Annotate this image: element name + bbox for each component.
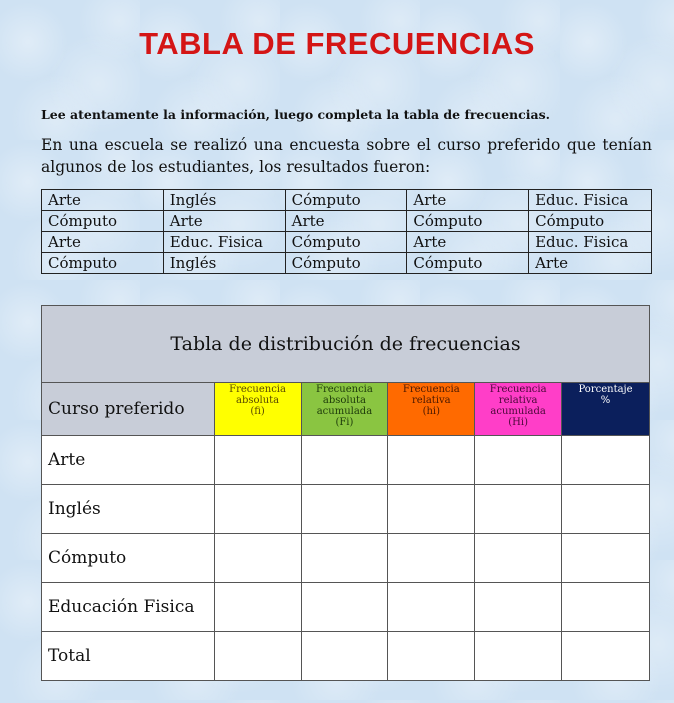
answer-cell[interactable] bbox=[214, 534, 301, 583]
answer-cell[interactable] bbox=[388, 485, 475, 534]
answer-cell[interactable] bbox=[562, 485, 650, 534]
row-label: Educación Fisica bbox=[42, 583, 215, 632]
answer-cell[interactable] bbox=[388, 534, 475, 583]
table-row bbox=[42, 436, 650, 485]
header-column-1 bbox=[214, 383, 301, 436]
answer-cell[interactable] bbox=[562, 534, 650, 583]
header-line: relativa bbox=[411, 395, 451, 406]
header-line: Frecuencia bbox=[316, 384, 373, 395]
header-line: % bbox=[600, 395, 611, 406]
header-line: acumulada bbox=[490, 406, 546, 417]
header-line: (hi) bbox=[422, 406, 441, 417]
survey-cell: Cómputo bbox=[407, 211, 529, 232]
survey-cell: Cómputo bbox=[285, 253, 407, 274]
survey-row bbox=[42, 232, 652, 253]
header-line: (fi) bbox=[250, 406, 265, 417]
answer-cell[interactable] bbox=[214, 436, 301, 485]
answer-cell[interactable] bbox=[301, 534, 388, 583]
header-line: (Fi) bbox=[335, 417, 354, 428]
table-row bbox=[42, 632, 650, 681]
survey-cell: Cómputo bbox=[42, 211, 164, 232]
survey-cell: Educ. Fisica bbox=[163, 232, 285, 253]
answer-cell[interactable] bbox=[475, 436, 562, 485]
header-course: Curso preferido bbox=[42, 383, 215, 436]
header-column-2 bbox=[301, 383, 388, 436]
page-title: TABLA DE FRECUENCIAS bbox=[139, 26, 535, 61]
instruction-text: Lee atentamente la información, luego completa la tabla de frecuencias. bbox=[41, 107, 550, 122]
survey-cell: Arte bbox=[42, 190, 164, 211]
survey-cell: Cómputo bbox=[285, 190, 407, 211]
answer-cell[interactable] bbox=[475, 534, 562, 583]
answer-cell[interactable] bbox=[562, 632, 650, 681]
table-row bbox=[42, 534, 650, 583]
header-line: relativa bbox=[498, 395, 538, 406]
header-line: (Hi) bbox=[508, 417, 529, 428]
row-label: Total bbox=[42, 632, 215, 681]
row-label: Arte bbox=[42, 436, 215, 485]
answer-cell[interactable] bbox=[301, 485, 388, 534]
answer-cell[interactable] bbox=[475, 632, 562, 681]
row-label: Inglés bbox=[42, 485, 215, 534]
header-column-4 bbox=[475, 383, 562, 436]
header-line: Porcentaje bbox=[578, 384, 633, 395]
header-line: acumulada bbox=[316, 406, 373, 417]
survey-row bbox=[42, 190, 652, 211]
survey-cell: Inglés bbox=[163, 190, 285, 211]
header-column-5 bbox=[562, 383, 650, 436]
header-line: absoluta bbox=[322, 395, 366, 406]
survey-cell: Cómputo bbox=[529, 211, 652, 232]
survey-cell: Arte bbox=[285, 211, 407, 232]
answer-cell[interactable] bbox=[562, 583, 650, 632]
header-line: Frecuencia bbox=[229, 384, 286, 395]
table-row bbox=[42, 485, 650, 534]
answer-cell[interactable] bbox=[475, 485, 562, 534]
survey-cell: Cómputo bbox=[42, 253, 164, 274]
answer-cell[interactable] bbox=[301, 583, 388, 632]
survey-cell: Cómputo bbox=[407, 253, 529, 274]
survey-cell: Arte bbox=[529, 253, 652, 274]
table-row bbox=[42, 583, 650, 632]
answer-cell[interactable] bbox=[301, 632, 388, 681]
answer-cell[interactable] bbox=[388, 436, 475, 485]
survey-cell: Educ. Fisica bbox=[529, 190, 652, 211]
survey-cell: Arte bbox=[407, 232, 529, 253]
survey-cell: Cómputo bbox=[285, 232, 407, 253]
answer-cell[interactable] bbox=[301, 436, 388, 485]
frequency-distribution-table bbox=[41, 305, 650, 681]
header-line: Frecuencia bbox=[489, 384, 547, 395]
answer-cell[interactable] bbox=[388, 583, 475, 632]
survey-cell: Arte bbox=[163, 211, 285, 232]
answer-cell[interactable] bbox=[475, 583, 562, 632]
header-line: absoluta bbox=[236, 395, 280, 406]
survey-results-table bbox=[41, 189, 652, 274]
answer-cell[interactable] bbox=[562, 436, 650, 485]
survey-row bbox=[42, 253, 652, 274]
survey-cell: Arte bbox=[407, 190, 529, 211]
survey-row bbox=[42, 211, 652, 232]
row-label: Cómputo bbox=[42, 534, 215, 583]
answer-cell[interactable] bbox=[388, 632, 475, 681]
problem-paragraph: En una escuela se realizó una encuesta sobre el curso preferido que tenían algunos de los estudiantes, los resultados fueron: bbox=[41, 136, 652, 176]
header-line: Frecuencia bbox=[402, 384, 460, 395]
survey-cell: Arte bbox=[42, 232, 164, 253]
answer-cell[interactable] bbox=[214, 632, 301, 681]
table-caption: Tabla de distribución de frecuencias bbox=[42, 306, 650, 383]
header-column-3 bbox=[388, 383, 475, 436]
survey-cell: Inglés bbox=[163, 253, 285, 274]
answer-cell[interactable] bbox=[214, 583, 301, 632]
answer-cell[interactable] bbox=[214, 485, 301, 534]
survey-cell: Educ. Fisica bbox=[529, 232, 652, 253]
